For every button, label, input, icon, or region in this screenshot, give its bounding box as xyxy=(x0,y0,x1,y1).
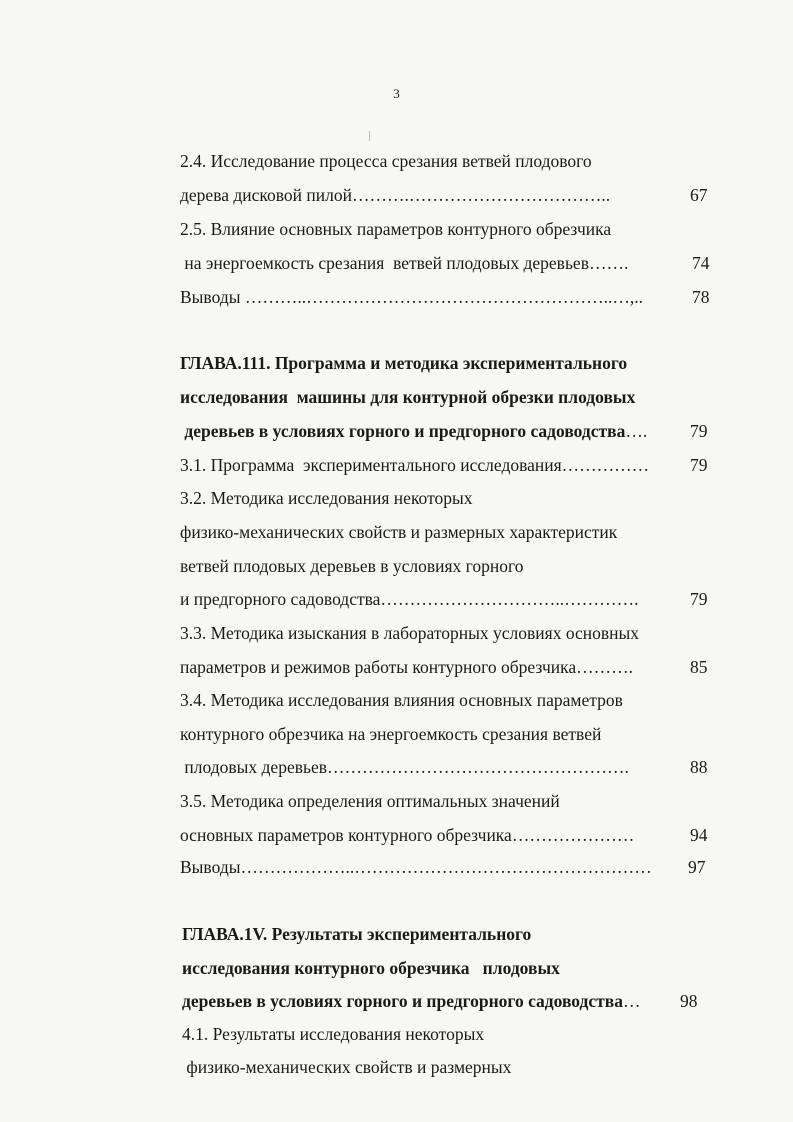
toc-page-ref: 74 xyxy=(692,253,710,273)
toc-line: 3.5. Методика определения оптимальных значений xyxy=(180,791,560,811)
toc-line: 4.1. Результаты исследования некоторых xyxy=(182,1024,485,1044)
toc-line: основных параметров контурного обрезчика………………… xyxy=(180,825,635,845)
toc-line: Выводы ………..……………………………………………..…,.. xyxy=(180,287,643,307)
toc-line: 2.4. Исследование процесса срезания ветвей плодового xyxy=(180,151,592,171)
toc-line: физико-механических свойств и размерных характеристик xyxy=(180,522,618,542)
toc-page-ref: 67 xyxy=(690,185,708,205)
toc-line: 2.5. Влияние основных параметров контурного обрезчика xyxy=(180,219,612,239)
toc-page-ref: 78 xyxy=(692,287,710,307)
toc-page-ref: 94 xyxy=(690,825,708,845)
toc-page-ref: 98 xyxy=(680,991,698,1011)
toc-line: на энергоемкость срезания ветвей плодовых деревьев……. xyxy=(180,253,629,273)
toc-page-ref: 79 xyxy=(690,589,708,609)
chapter-heading: исследования машины для контурной обрезки плодовых xyxy=(180,387,636,407)
toc-page-ref: 85 xyxy=(690,657,708,677)
toc-line: параметров и режимов работы контурного обрезчика………. xyxy=(180,657,634,677)
toc-line: 3.3. Методика изыскания в лабораторных условиях основных xyxy=(180,623,640,643)
page-number: 3 xyxy=(393,86,400,101)
leader-dots: …. xyxy=(625,421,648,441)
toc-line: 3.2. Методика исследования некоторых xyxy=(180,488,473,508)
toc-page-ref: 79 xyxy=(690,421,708,441)
toc-page-ref: 88 xyxy=(690,757,708,777)
toc-line: физико-механических свойств и размерных xyxy=(182,1057,512,1077)
scan-mark xyxy=(369,131,370,141)
toc-line: и предгорного садоводства…………………………..…………. xyxy=(180,589,639,609)
chapter-heading-line xyxy=(180,421,647,441)
toc-line: дерева дисковой пилой……….…………………………….. xyxy=(180,185,611,205)
toc-line: 3.1. Программа экспериментального исследования…………… xyxy=(180,455,650,475)
chapter-heading: ГЛАВА.111. Программа и методика экспериментального xyxy=(180,353,628,373)
chapter-heading: исследования контурного обрезчика плодовых xyxy=(182,958,560,978)
toc-page-ref: 97 xyxy=(688,857,706,877)
leader-dots: … xyxy=(622,991,641,1011)
toc-line: ветвей плодовых деревьев в условиях горного xyxy=(180,556,524,576)
toc-line: плодовых деревьев……………………………………………. xyxy=(180,757,629,777)
toc-page-ref: 79 xyxy=(690,455,708,475)
chapter-heading-text: деревьев в условиях горного и предгорного садоводства xyxy=(182,991,623,1011)
toc-line: Выводы………………..…………………………………………… xyxy=(180,857,652,877)
chapter-heading-text: деревьев в условиях горного и предгорного садоводства xyxy=(180,421,626,441)
chapter-heading-line xyxy=(182,991,640,1011)
chapter-heading: ГЛАВА.1V. Результаты экспериментального xyxy=(182,924,532,944)
toc-line: 3.4. Методика исследования влияния основных параметров xyxy=(180,690,623,710)
toc-line: контурного обрезчика на энергоемкость срезания ветвей xyxy=(180,724,602,744)
